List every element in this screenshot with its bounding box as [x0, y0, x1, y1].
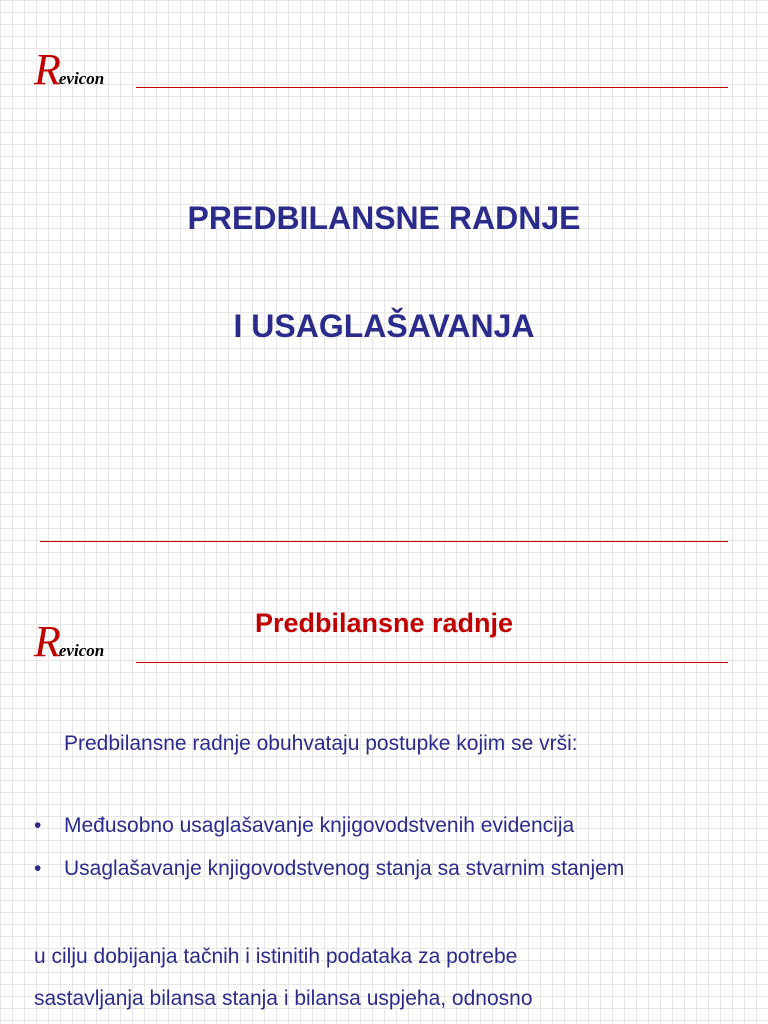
title-line-1: PREDBILANSNE RADNJE [187, 200, 581, 236]
bullet-list [34, 814, 624, 900]
footer-divider [40, 541, 728, 542]
list-item [34, 814, 624, 857]
logo-wordmark: evicon [58, 641, 105, 660]
logo-wordmark: evicon [58, 69, 105, 88]
paragraph-line-1: u cilju dobijanja tačnih i istinitih podataka za potrebe [34, 945, 518, 968]
bullet-text: Međusobno usaglašavanje knjigovodstvenih evidencija [64, 814, 575, 837]
list-item [34, 857, 624, 900]
title-line-2: I USAGLAŠAVANJA [233, 308, 535, 344]
bullet-icon: • [34, 814, 42, 837]
slide-heading: Predbilansne radnje [254, 608, 514, 638]
logo-initial: R [34, 45, 61, 94]
intro-text: Predbilansne radnje obuhvataju postupke kojim se vrši: [64, 732, 578, 755]
bullet-text: Usaglašavanje knjigovodstvenog stanja sa stvarnim stanjem [64, 857, 625, 880]
slide-content [0, 560, 768, 1024]
paragraph-line-2: sastavljanja bilansa stanja i bilansa uspjeha, odnosno [34, 987, 533, 1010]
bullet-icon: • [34, 857, 42, 880]
header-divider [136, 87, 728, 88]
header-divider [136, 662, 728, 663]
revicon-logo [34, 45, 105, 94]
logo-initial: R [34, 617, 61, 666]
revicon-logo [34, 617, 105, 666]
